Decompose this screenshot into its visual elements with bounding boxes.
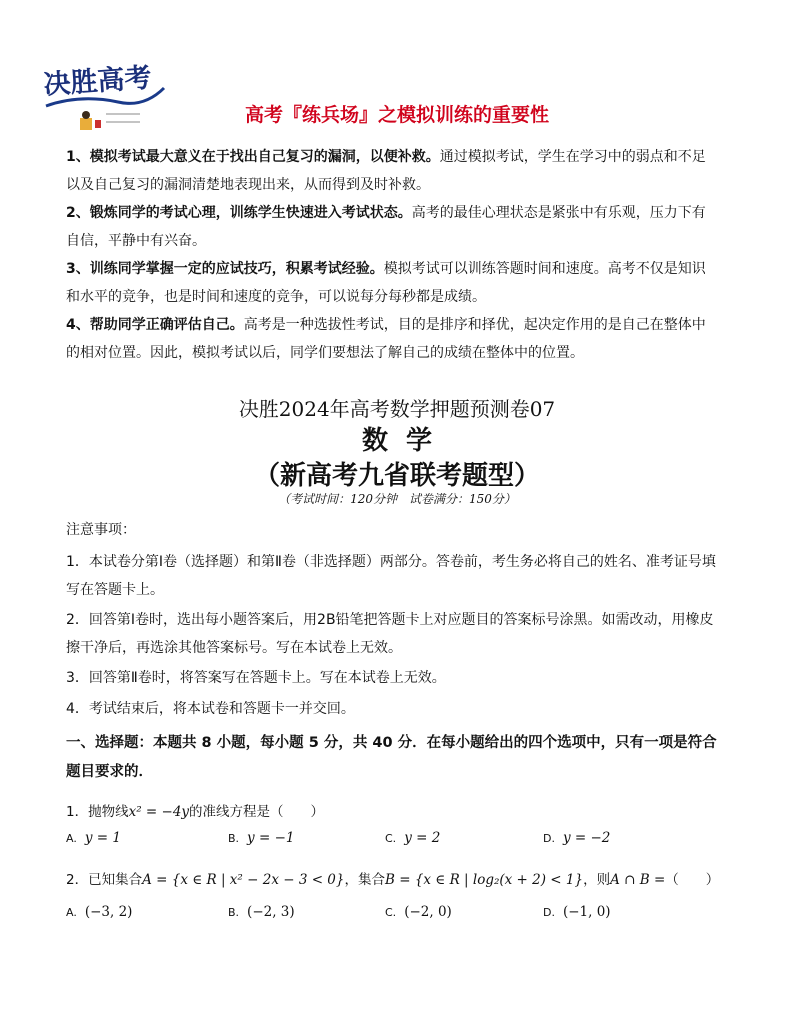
q1-option-b[interactable] <box>228 830 294 846</box>
point-4 <box>66 311 706 367</box>
q2-option-d-letter: D. <box>543 906 555 919</box>
q1-option-c-text: y = 2 <box>404 830 441 846</box>
note-item-4: 4．考试结束后，将本试卷和答题卡一并交回。 <box>66 701 355 717</box>
q2-option-b[interactable] <box>228 904 295 920</box>
q2-option-b-letter: B. <box>228 906 240 919</box>
note-item-2: 2．回答第Ⅰ卷时，选出每小题答案后，用2B铅笔把答题卡上对应题目的答案标号涂黑。如需改动，用橡皮擦干净后，再选涂其他答案标号。写在本试卷上无效。 <box>66 612 714 656</box>
point-2 <box>66 199 706 255</box>
question-2 <box>66 868 746 888</box>
q2-set-a: A = {x ∈ R | x² − 2x − 3 < 0} <box>142 872 345 888</box>
q1-prefix: 1．抛物线 <box>66 804 129 820</box>
exam-type: （新高考九省联考题型） <box>253 461 540 491</box>
q1-option-b-text: y = −1 <box>247 830 295 846</box>
q2-then: ，则 <box>583 872 611 888</box>
exam-subject: 数学 <box>361 426 450 456</box>
q2-option-c-text: (−2, 0) <box>404 904 452 920</box>
exam-title: 决胜2024年高考数学押题预测卷07 <box>238 397 556 421</box>
point-3 <box>66 255 706 311</box>
q1-option-a-letter: A. <box>66 832 77 845</box>
q1-expression: x² = −4y <box>128 804 190 820</box>
point-2-heading: 2、锻炼同学的考试心理，训练学生快速进入考试状态。 <box>66 205 412 221</box>
q2-mid: ，集合 <box>344 872 385 888</box>
q2-set-b: B = {x ∈ R | log₂(x + 2) < 1} <box>385 872 584 888</box>
point-1-heading: 1、模拟考试最大意义在于找出自己复习的漏洞，以便补救。 <box>66 149 440 165</box>
point-1 <box>66 143 706 199</box>
q2-option-a-letter: A. <box>66 906 77 919</box>
q2-option-a-text: (−3, 2) <box>84 904 133 920</box>
q1-suffix: 的准线方程是（ ） <box>189 804 325 820</box>
q2-option-d[interactable] <box>543 904 611 920</box>
q2-option-c-letter: C. <box>385 906 397 919</box>
q2-option-d-text: (−1, 0) <box>562 904 611 920</box>
point-1-body: 通过模拟考试，学生在学习中的弱点和不足以及自己复习的漏洞清楚地表现出来，从而得到及时补救。 <box>66 149 706 193</box>
q1-option-a[interactable] <box>66 830 121 846</box>
point-4-body: 高考是一种选拔性考试，目的是排序和择优，起决定作用的是自己在整体中的相对位置。因此，模拟考试以后，同学们要想法了解自己的成绩在整体中的位置。 <box>66 317 706 361</box>
note-item-3: 3．回答第Ⅱ卷时，将答案写在答题卡上。写在本试卷上无效。 <box>66 670 446 686</box>
notes-heading: 注意事项： <box>66 522 136 538</box>
q2-option-c[interactable] <box>385 904 452 920</box>
q2-prefix: 2．已知集合 <box>66 872 143 888</box>
point-4-heading: 4、帮助同学正确评估自己。 <box>66 317 244 333</box>
q2-ask: A ∩ B = <box>610 872 666 888</box>
q1-option-d[interactable] <box>543 830 610 846</box>
q2-option-a[interactable] <box>66 904 132 920</box>
section-heading: 一、选择题：本题共 8 小题，每小题 5 分，共 40 分．在每小题给出的四个选项中，只有一项是符合题目要求的． <box>66 735 717 780</box>
q1-option-c-letter: C. <box>385 832 397 845</box>
q1-option-a-text: y = 1 <box>84 830 121 846</box>
banner-title: 高考『练兵场』之模拟训练的重要性 <box>244 104 549 126</box>
q2-option-b-text: (−2, 3) <box>247 904 295 920</box>
q2-suffix: （ ） <box>665 872 720 888</box>
point-3-body: 模拟考试可以训练答题时间和速度。高考不仅是知识和水平的竞争，也是时间和速度的竞争，可以说每分每秒都是成绩。 <box>66 261 706 305</box>
logo-text: 决胜高考 <box>42 62 153 101</box>
q1-option-c[interactable] <box>385 830 440 846</box>
q1-option-d-letter: D. <box>543 832 555 845</box>
q1-option-d-text: y = −2 <box>562 830 611 846</box>
exam-meta: （考试时间：120分钟 试卷满分：150分） <box>278 492 516 506</box>
note-item-1: 1．本试卷分第Ⅰ卷（选择题）和第Ⅱ卷（非选择题）两部分。答卷前，考生务必将自己的姓名、准考证号填写在答题卡上。 <box>66 554 716 598</box>
question-1 <box>66 800 726 820</box>
point-3-heading: 3、训练同学掌握一定的应试技巧，积累考试经验。 <box>66 261 384 277</box>
point-2-body: 高考的最佳心理状态是紧张中有乐观，压力下有自信，平静中有兴奋。 <box>66 205 706 249</box>
q1-option-b-letter: B. <box>228 832 240 845</box>
